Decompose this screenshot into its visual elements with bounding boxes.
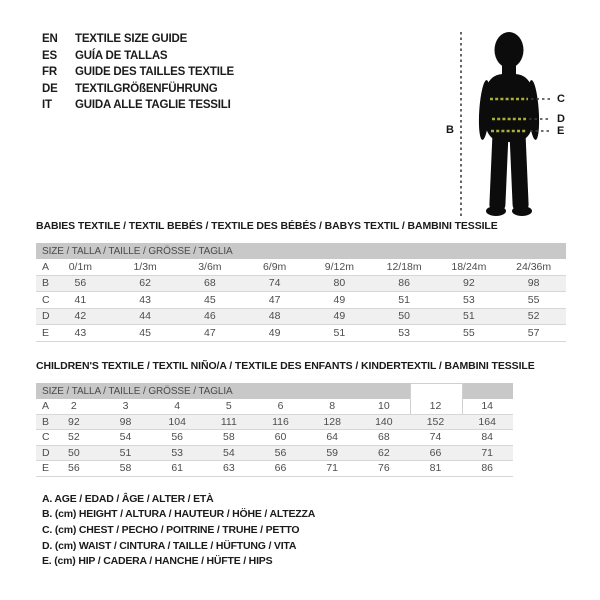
size-cell: 68	[204, 277, 216, 290]
size-cell: 4	[174, 400, 181, 413]
size-cell: 80	[333, 277, 346, 290]
waist-line-label: D	[557, 113, 565, 125]
size-cell: 14	[481, 400, 493, 413]
size-cell: 50	[398, 310, 410, 323]
silhouette-left-foot	[486, 206, 506, 216]
size-cell: 74	[429, 431, 442, 444]
size-cell: 1/3m	[133, 260, 157, 273]
size-cell: 8	[329, 400, 336, 413]
silhouette-right-foot	[512, 206, 532, 216]
size-cell: 62	[139, 277, 151, 290]
row-label: B	[42, 415, 50, 428]
size-cell: 51	[333, 326, 346, 339]
size-cell: 60	[274, 431, 287, 444]
language-title: TEXTILGRÖßENFÜHRUNG	[75, 82, 218, 95]
size-cell: 57	[527, 326, 540, 339]
babies-size-header-bar: SIZE / TALLA / TAILLE / GRÖSSE / TAGLIA	[36, 243, 566, 259]
size-cell: 164	[478, 415, 496, 428]
size-cell: 76	[377, 462, 390, 475]
size-row-a	[36, 399, 513, 415]
size-cell: 56	[171, 431, 183, 444]
size-cell: 55	[527, 293, 540, 306]
babies-size-table	[36, 259, 566, 342]
size-cell: 5	[225, 400, 232, 413]
size-cell: 51	[119, 446, 132, 459]
size-cell: 104	[168, 415, 186, 428]
height-line-label: B	[446, 124, 454, 136]
size-cell: 45	[204, 293, 216, 306]
language-row-es	[42, 48, 234, 65]
size-cell: 68	[377, 431, 390, 444]
size-cell: 12	[429, 400, 442, 413]
babies-section	[36, 220, 566, 342]
language-code: IT	[42, 99, 52, 112]
size-cell: 54	[222, 446, 235, 459]
children-section	[36, 360, 566, 477]
size-cell: 47	[268, 293, 281, 306]
size-cell: 111	[220, 415, 237, 428]
size-cell: 98	[527, 277, 540, 290]
size-cell: 43	[139, 293, 151, 306]
language-code: FR	[42, 66, 57, 79]
size-cell: 49	[268, 326, 281, 339]
size-cell: 86	[481, 462, 493, 475]
size-cell: 62	[377, 446, 390, 459]
size-row-e	[36, 461, 513, 477]
size-cell: 66	[274, 462, 287, 475]
size-row-c	[36, 430, 513, 446]
size-cell: 6/9m	[262, 260, 287, 273]
language-code: ES	[42, 49, 57, 62]
size-cell: 61	[171, 462, 183, 475]
size-cell: 45	[139, 326, 151, 339]
size-cell: 51	[463, 310, 475, 323]
size-cell: 3/6m	[198, 260, 222, 273]
size-row-e	[36, 325, 566, 342]
language-row-it	[42, 97, 234, 114]
chest-line-label: C	[557, 93, 565, 105]
row-label: B	[42, 277, 50, 290]
size-cell: 116	[272, 415, 289, 428]
size-row-a	[36, 259, 566, 276]
size-cell: 92	[67, 415, 80, 428]
size-cell: 56	[74, 277, 87, 290]
size-cell: 0/1m	[68, 260, 93, 273]
size-cell: 9/12m	[324, 260, 354, 273]
size-cell: 74	[268, 277, 281, 290]
silhouette-neck	[502, 58, 516, 76]
size-cell: 58	[119, 462, 132, 475]
row-label: C	[42, 293, 50, 306]
size-cell: 81	[429, 462, 442, 475]
legend-item: E. (cm) HIP / CADERA / HANCHE / HÜFTE / HIPS	[42, 555, 273, 568]
language-code: EN	[42, 33, 58, 46]
size-cell: 52	[527, 310, 540, 323]
size-cell: 59	[326, 446, 338, 459]
size-cell: 43	[74, 326, 87, 339]
size-cell: 140	[375, 415, 393, 428]
size-cell: 12/18m	[386, 260, 422, 273]
child-silhouette	[438, 18, 600, 230]
row-label: A	[42, 400, 50, 413]
size-cell: 52	[67, 431, 80, 444]
row-label: D	[42, 446, 50, 459]
language-row-fr	[42, 64, 234, 81]
size-cell: 46	[204, 310, 216, 323]
size-cell: 44	[139, 310, 151, 323]
language-title: GUIDA ALLE TAGLIE TESSILI	[75, 99, 231, 112]
size-cell: 63	[222, 462, 235, 475]
language-row-de	[42, 81, 234, 98]
size-cell: 3	[122, 400, 129, 413]
size-cell: 71	[481, 446, 493, 459]
size-cell: 58	[222, 431, 235, 444]
size-cell: 55	[463, 326, 475, 339]
language-title: TEXTILE SIZE GUIDE	[75, 33, 188, 46]
size-cell: 2	[70, 400, 77, 413]
language-list	[42, 31, 234, 114]
children-section-title: CHILDREN'S TEXTILE / TEXTIL NIÑO/A / TEXTILE DES ENFANTS / KINDERTEXTIL / BAMBINI TESSILE	[36, 360, 535, 372]
size-cell: 71	[326, 462, 338, 475]
size-cell: 51	[398, 293, 410, 306]
size-cell: 92	[463, 277, 475, 290]
babies-section-title: BABIES TEXTILE / TEXTIL BEBÉS / TEXTILE DES BÉBÉS / BABYS TEXTIL / BAMBINI TESSILE	[36, 220, 498, 232]
language-title: GUIDE DES TAILLES TEXTILE	[75, 66, 234, 79]
size-cell: 49	[333, 293, 346, 306]
size-cell: 10	[377, 400, 390, 413]
size-cell: 42	[74, 310, 87, 323]
hip-line-label: E	[557, 125, 565, 137]
row-label: D	[42, 310, 50, 323]
size-cell: 53	[171, 446, 183, 459]
size-cell: 66	[429, 446, 442, 459]
children-size-header-bar: SIZE / TALLA / TAILLE / GRÖSSE / TAGLIA	[36, 383, 513, 399]
size-cell: 54	[119, 431, 132, 444]
size-cell: 49	[333, 310, 346, 323]
size-cell: 98	[119, 415, 132, 428]
row-label: A	[42, 260, 50, 273]
size-cell: 86	[398, 277, 410, 290]
child-measurement-figure	[438, 18, 600, 230]
size-cell: 128	[323, 415, 341, 428]
size-row-b	[36, 415, 513, 431]
size-cell: 53	[398, 326, 410, 339]
children-size-table	[36, 399, 566, 477]
legend-item: B. (cm) HEIGHT / ALTURA / HAUTEUR / HÖHE / ALTEZZA	[42, 508, 316, 521]
size-cell: 84	[481, 431, 493, 444]
size-cell: 24/36m	[516, 260, 552, 273]
size-row-d	[36, 446, 513, 462]
size-cell: 50	[67, 446, 80, 459]
size-cell: 6	[277, 400, 284, 413]
size-cell: 41	[74, 293, 87, 306]
row-label: E	[42, 326, 50, 339]
language-row-en	[42, 31, 234, 48]
size-cell: 56	[67, 462, 80, 475]
size-cell: 47	[204, 326, 216, 339]
row-label: E	[42, 462, 50, 475]
row-label: C	[42, 431, 50, 444]
size-row-b	[36, 276, 566, 293]
measurement-legend	[42, 491, 315, 569]
size-cell: 48	[268, 310, 281, 323]
legend-item: D. (cm) WAIST / CINTURA / TAILLE / HÜFTUNG / VITA	[42, 539, 297, 552]
legend-item: C. (cm) CHEST / PECHO / POITRINE / TRUHE / PETTO	[42, 523, 300, 536]
size-cell: 18/24m	[451, 260, 487, 273]
size-cell: 53	[463, 293, 475, 306]
legend-item: A. AGE / EDAD / ÂGE / ALTER / ETÀ	[42, 492, 214, 505]
language-title: GUÍA DE TALLAS	[75, 49, 168, 62]
size-cell: 64	[326, 431, 338, 444]
size-cell: 152	[426, 415, 445, 428]
size-row-c	[36, 292, 566, 309]
language-code: DE	[42, 82, 58, 95]
size-row-d	[36, 309, 566, 326]
size-cell: 56	[274, 446, 287, 459]
